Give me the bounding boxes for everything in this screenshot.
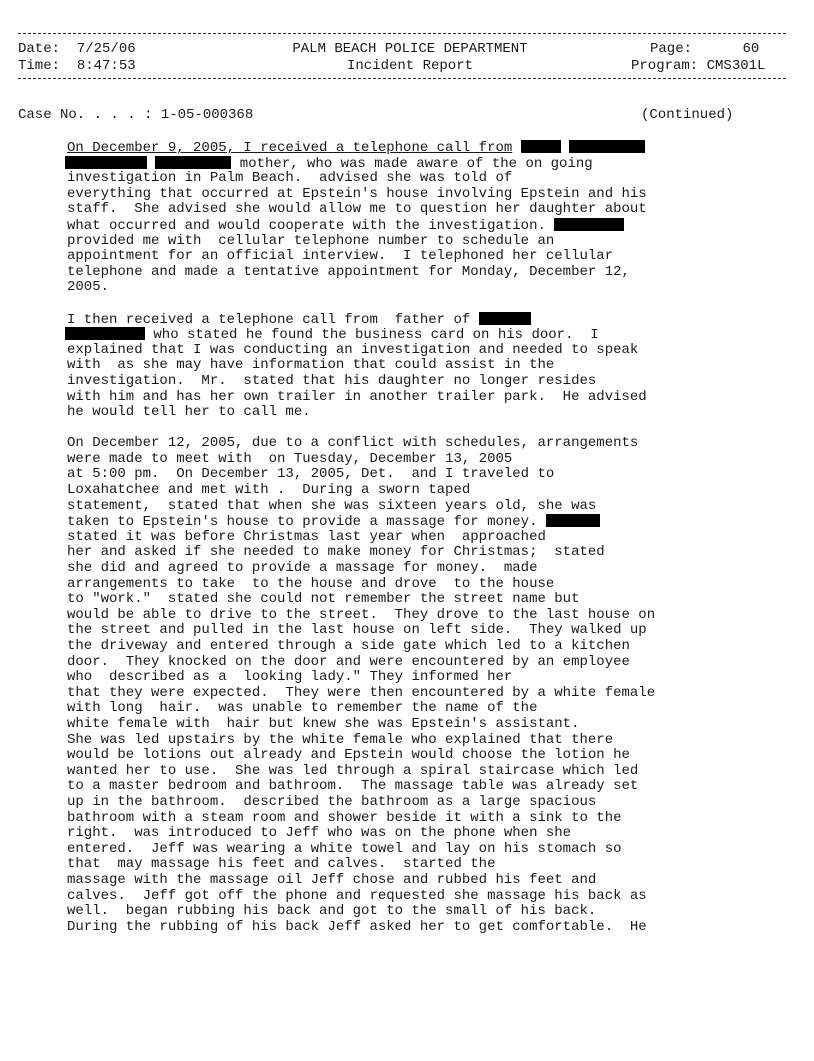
text-line <box>67 171 757 187</box>
line-text: 2005. <box>67 279 110 296</box>
redaction-box <box>521 140 561 153</box>
line-text: investigation. Mr. stated that his daughter no longer resides <box>67 372 597 389</box>
line-text: with as she may have information that could assist in the <box>67 357 555 374</box>
text-line <box>67 857 757 873</box>
text-line <box>67 639 757 655</box>
line-text: wanted her to use. She was led through a spiral staircase which led <box>67 762 639 779</box>
text-line <box>67 577 757 593</box>
line-text: provided me with cellular telephone number to schedule an <box>67 232 555 249</box>
text-line <box>67 234 757 250</box>
line-text: up in the bathroom. described the bathroom as a large spacious <box>67 793 597 810</box>
text-line <box>67 202 757 218</box>
line-text: right. was introduced to Jeff who was on the phone when she <box>67 825 572 842</box>
text-line <box>67 249 757 265</box>
case-status: (Continued) <box>641 107 734 123</box>
line-text: explained that I was conducting an investigation and needed to speak <box>67 341 639 358</box>
text-line <box>65 156 757 172</box>
line-text: who described as a looking lady." They informed her <box>67 669 513 686</box>
redaction-box <box>569 140 645 153</box>
text-line <box>67 655 757 671</box>
text-line <box>67 280 757 296</box>
line-text: staff. She advised she would allow me to question her daughter about <box>67 201 647 218</box>
date-label: Date: <box>18 41 61 57</box>
line-text: were made to meet with on Tuesday, December 13, 2005 <box>67 450 513 467</box>
time-label: Time: <box>18 58 61 74</box>
redaction-box <box>65 327 145 340</box>
line-text: well. began rubbing his back and got to the small of his back. <box>67 903 597 920</box>
text-line <box>67 701 757 717</box>
top-dashed-rule <box>18 33 786 34</box>
program-value: CMS301L <box>706 58 766 74</box>
line-text: door. They knocked on the door and were encountered by an employee <box>67 653 630 670</box>
redaction-box <box>479 312 531 325</box>
text-line <box>67 405 757 421</box>
line-text: telephone and made a tentative appointment for Monday, December 12, <box>67 263 630 280</box>
redaction-box <box>65 156 147 169</box>
line-text: white female with hair but knew she was Epstein's assistant. <box>67 715 580 732</box>
text-line <box>67 733 757 749</box>
line-text: entered. Jeff was wearing a white towel and lay on his stomach so <box>67 840 622 857</box>
line-text: I then received a telephone call from father of <box>67 311 471 328</box>
line-text: stated it was before Christmas last year when approached <box>67 528 546 545</box>
text-line <box>67 436 757 452</box>
program-id <box>631 58 765 74</box>
text-line <box>67 764 757 780</box>
text-line <box>67 889 757 905</box>
text-line <box>67 748 757 764</box>
page-value: 60 <box>742 41 760 57</box>
text-line <box>67 811 757 827</box>
date-line <box>18 41 136 57</box>
line-text: the driveway and entered through a side gate which led to a kitchen <box>67 638 630 654</box>
text-line <box>67 592 757 608</box>
text-line <box>67 483 757 499</box>
text-line <box>67 187 757 203</box>
text-line <box>67 452 757 468</box>
line-text: the street and pulled in the last house on left side. They walked up <box>67 622 647 639</box>
text-line <box>67 140 757 156</box>
line-text: what occurred and would cooperate with the investigation. <box>67 217 546 234</box>
line-text: she did and agreed to provide a massage for money. made <box>67 560 538 577</box>
report-body <box>67 140 757 951</box>
line-text: During the rubbing of his back Jeff asked her to get comfortable. He <box>67 918 647 935</box>
line-text: he would tell her to call me. <box>67 404 311 421</box>
text-line <box>67 312 757 328</box>
text-line <box>67 374 757 390</box>
page-label: Page: <box>650 41 693 57</box>
line-text: with him and has her own trailer in another trailer park. He advised <box>67 388 647 405</box>
text-line <box>67 530 757 546</box>
text-line <box>67 873 757 889</box>
text-line <box>67 795 757 811</box>
bottom-dashed-rule <box>18 78 786 79</box>
redaction-box <box>155 156 231 169</box>
report-title: Incident Report <box>346 58 474 74</box>
time-value: 8:47:53 <box>76 58 136 74</box>
text-line <box>67 779 757 795</box>
line-text: On December 9, 2005, I received a telephone call from <box>67 140 513 156</box>
line-text: that they were expected. They were then encountered by a white female <box>67 684 656 701</box>
line-text: taken to Epstein's house to provide a massage for money. <box>67 514 538 531</box>
line-text: massage with the massage oil Jeff chose and rubbed his feet and <box>67 871 597 888</box>
line-text: her and asked if she needed to make money for Christmas; stated <box>67 544 605 561</box>
program-label: Program: <box>631 58 699 74</box>
text-line <box>67 265 757 281</box>
text-line <box>67 358 757 374</box>
paragraph-call-from-mother <box>67 140 757 296</box>
line-text: to a master bedroom and bathroom. The massage table was already set <box>67 778 639 795</box>
line-text: would be lotions out already and Epstein would choose the lotion he <box>67 747 630 764</box>
paragraph-sworn-statement <box>67 436 757 935</box>
line-text: Loxahatchee and met with . During a sworn taped <box>67 482 471 499</box>
department-name: PALM BEACH POLICE DEPARTMENT <box>292 41 528 57</box>
text-line <box>67 561 757 577</box>
line-text: to "work." stated she could not remember the street name but <box>67 591 580 608</box>
page-number <box>650 41 759 57</box>
text-line <box>67 623 757 639</box>
text-line <box>67 670 757 686</box>
paragraph-call-from-father <box>67 312 757 421</box>
text-line <box>67 904 757 920</box>
text-line <box>65 327 757 343</box>
text-line <box>67 717 757 733</box>
line-text: would be able to drive to the street. They drove to the last house on <box>67 606 656 623</box>
line-text: at 5:00 pm. On December 13, 2005, Det. and I traveled to <box>67 466 555 483</box>
line-text: everything that occurred at Epstein's house involving Epstein and his <box>67 185 647 202</box>
date-value: 7/25/06 <box>76 41 136 57</box>
line-text: who stated he found the business card on his door. I <box>145 327 599 344</box>
line-text: On December 12, 2005, due to a conflict with schedules, arrangements <box>67 435 639 452</box>
line-text: investigation in Palm Beach. advised she was told of <box>67 170 513 187</box>
case-number: Case No. . . . : 1-05-000368 <box>18 107 254 123</box>
line-text: that may massage his feet and calves. started the <box>67 856 496 873</box>
text-line <box>67 467 757 483</box>
line-text: bathroom with a steam room and shower beside it with a sink to the <box>67 809 622 826</box>
text-line <box>67 826 757 842</box>
text-line <box>67 514 757 530</box>
line-text: with long hair. was unable to remember the name of the <box>67 700 538 717</box>
text-line <box>67 343 757 359</box>
line-text: calves. Jeff got off the phone and requested she massage his back as <box>67 887 647 904</box>
line-text: arrangements to take to the house and drove to the house <box>67 575 555 592</box>
text-line <box>67 545 757 561</box>
text-line <box>67 686 757 702</box>
text-line <box>67 842 757 858</box>
time-line <box>18 58 136 74</box>
text-line <box>67 390 757 406</box>
line-text: mother, who was made aware of the on going <box>231 155 593 172</box>
text-line <box>67 218 757 234</box>
redaction-box <box>546 514 600 527</box>
text-line <box>67 920 757 936</box>
line-text: statement, stated that when she was sixteen years old, she was <box>67 497 597 514</box>
text-line <box>67 608 757 624</box>
redaction-box <box>554 218 624 231</box>
line-text: appointment for an official interview. I telephoned her cellular <box>67 248 614 265</box>
text-line <box>67 499 757 515</box>
line-text: She was led upstairs by the white female who explained that there <box>67 731 614 748</box>
